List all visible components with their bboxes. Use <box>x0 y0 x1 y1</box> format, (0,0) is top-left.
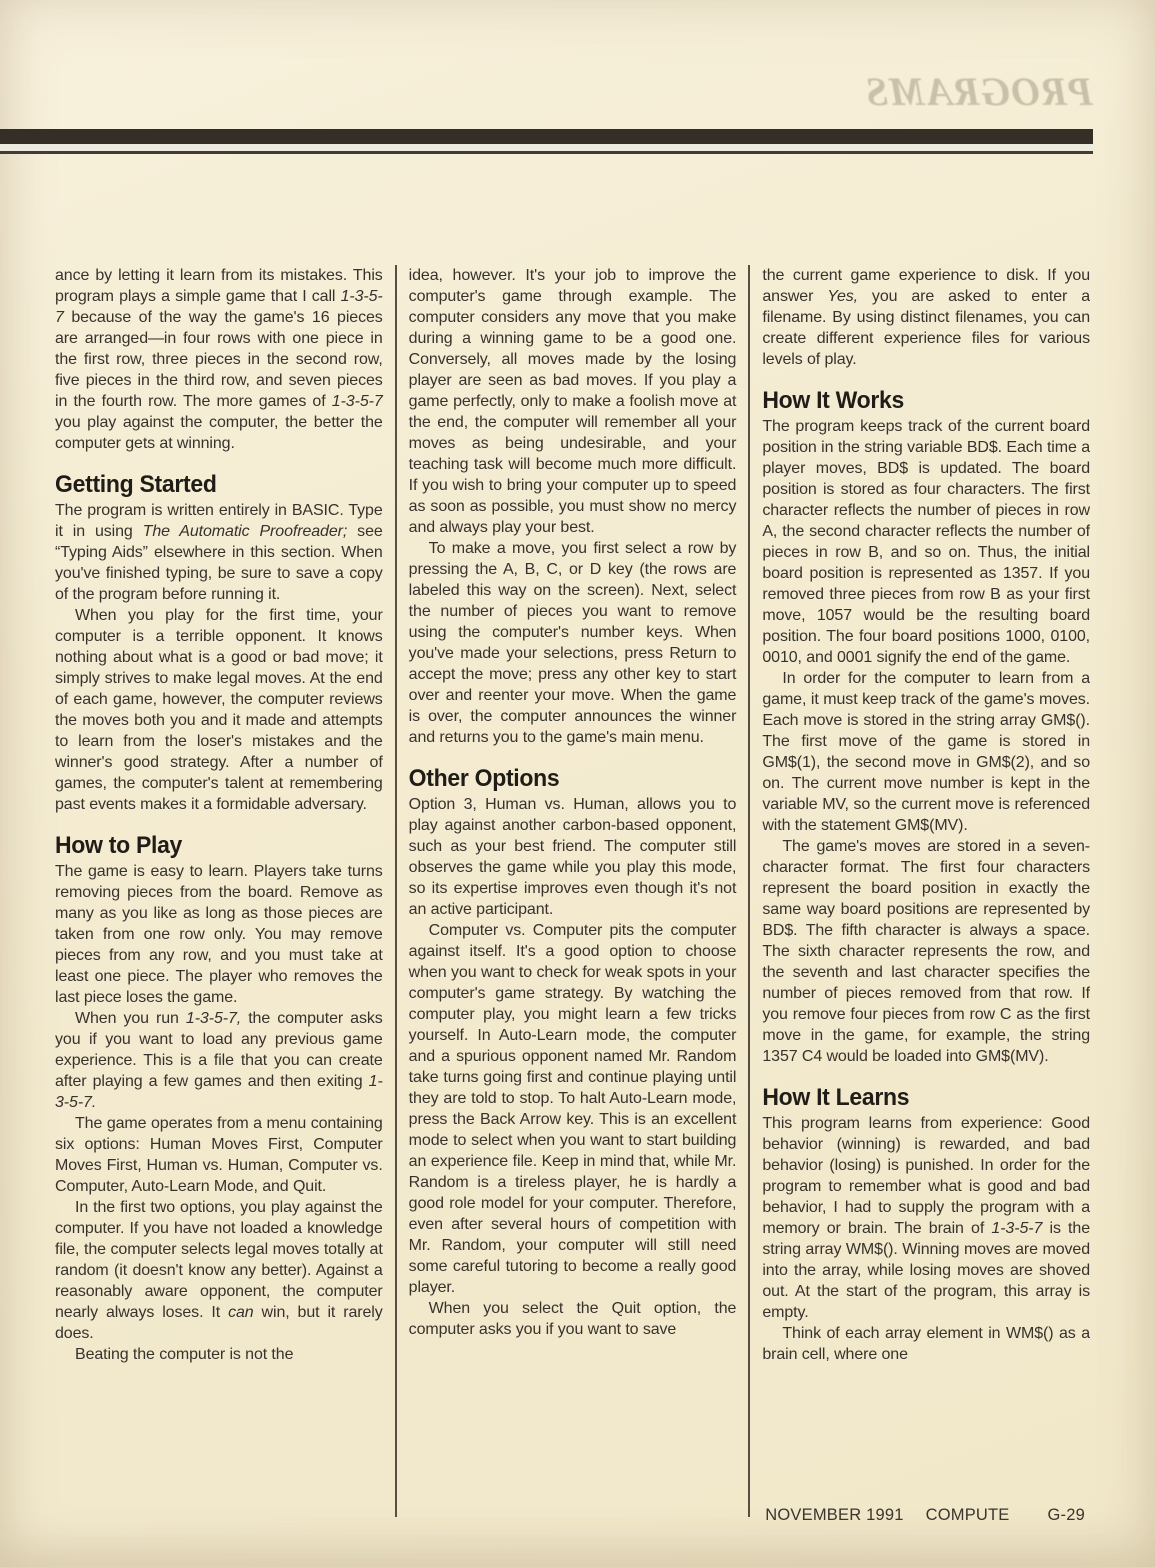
body-paragraph: The game is easy to learn. Players take turns removing pieces from the board. Remove as many as you like as long as those pieces are taken from one row only. You may remove pieces from any row, and you must take at least one piece. The player who removes the last piece loses the game. <box>55 863 383 1006</box>
footer-magazine-name: COMPUTE <box>925 1506 1010 1524</box>
article-columns <box>55 265 1090 1517</box>
body-paragraph: This program learns from experience: Good behavior (winning) is rewarded, and bad behavior (losing) is punished. In order for the program to remember what is good and bad behavior, I had to supply the program with a memory or brain. The brain of 1-3-5-7 is the string array WM$(). Winning moves are moved into the array, while losing moves are shoved out. At the start of the program, this array is empty. <box>762 1115 1091 1321</box>
section-heading: How It Learns <box>762 1082 910 1110</box>
body-paragraph: Think of each array element in WM$() as a brain cell, where one <box>762 1325 1091 1363</box>
article-column-1 <box>55 265 395 1517</box>
footer-page-number: G-29 <box>1047 1506 1085 1524</box>
section-heading: How It Works <box>762 385 904 413</box>
body-paragraph: In order for the computer to learn from a game, it must keep track of the game's moves. Each move is stored in the string array GM$(). The first move of the game is stored in GM$(1), the second move in GM$(2), and so on. The current move number is kept in the variable MV, so the current move is referenced with the statement GM$(MV). <box>762 670 1091 834</box>
body-paragraph: idea, however. It's your job to improve the computer's game through example. The computer considers any move that you make during a winning game to be a good one. Conversely, all moves made by the losing player are seen as bad moves. If you play a game perfectly, only to make a foolish move at the end, the computer will remember all your moves as being undesirable, and your teaching task will become much more difficult. If you wish to bring your computer up to speed as soon as possible, you must show no mercy and always play your best. <box>408 267 737 536</box>
body-paragraph: the current game experience to disk. If you answer Yes, you are asked to enter a filename. By using distinct filenames, you can create different experience files for various levels of play. <box>762 267 1091 368</box>
body-paragraph: When you play for the first time, your computer is a terrible opponent. It knows nothing about what is a good or bad move; it simply strives to make legal moves. At the end of each game, however, the computer reviews the moves both you and it made and attempts to learn from the loser's mistakes and the winner's good strategy. After a number of games, the computer's talent at remembering past events makes it a formidable adversary. <box>55 607 383 813</box>
body-paragraph: The game operates from a menu containing six options: Human Moves First, Computer Moves First, Human vs. Human, Computer vs. Computer, Auto-Learn Mode, and Quit. <box>55 1115 383 1195</box>
body-paragraph: In the first two options, you play against the computer. If you have not loaded a knowledge file, the computer selects legal moves totally at random (it doesn't know any better). Against a reasonably aware opponent, the computer nearly always loses. It can win, but it rarely does. <box>55 1199 383 1342</box>
article-column-2 <box>395 265 749 1517</box>
section-heading: Getting Started <box>55 469 217 497</box>
body-paragraph: The program keeps track of the current board position in the string variable BD$. Each time a player moves, BD$ is updated. The board position is stored as four characters. The first character reflects the number of pieces in row A, the second character reflects the number of pieces in row B, and so on. Thus, the initial board position is represented as 1357. If you removed three pieces from row B as your first move, 1057 would be the resulting board position. The four board positions 1000, 0100, 0010, and 0001 signify the end of the game. <box>762 418 1091 666</box>
top-rule-thin <box>0 151 1093 154</box>
body-paragraph: When you select the Quit option, the computer asks you if you want to save <box>408 1300 737 1338</box>
top-rule-thick <box>0 129 1093 144</box>
body-paragraph: ance by letting it learn from its mistakes. This program plays a simple game that I call 1-3-5-7 because of the way the game's 16 pieces are arranged—in four rows with one piece in the first row, three pieces in the second row, five pieces in the third row, and seven pieces in the fourth row. The more games of 1-3-5-7 you play against the computer, the better the computer gets at winning. <box>55 267 383 452</box>
article-column-3 <box>748 265 1090 1517</box>
top-rule-gap <box>0 144 1093 151</box>
section-heading: Other Options <box>408 763 560 791</box>
body-paragraph: Beating the computer is not the <box>75 1346 294 1363</box>
page-footer <box>765 1506 1085 1525</box>
footer-issue-date: NOVEMBER 1991 <box>765 1506 904 1524</box>
body-paragraph: When you run 1-3-5-7, the computer asks you if you want to load any previous game experience. This is a file that you can create after playing a few games and then exiting 1-3-5-7. <box>55 1010 383 1111</box>
section-heading: How to Play <box>55 830 183 858</box>
body-paragraph: Computer vs. Computer pits the computer against itself. It's a good option to choose when you want to check for weak spots in your computer's game strategy. By watching the computer play, you might learn a few tricks yourself. In Auto-Learn mode, the computer and a spurious opponent named Mr. Random take turns going first and continue playing until they are told to stop. To halt Auto-Learn mode, press the Back Arrow key. This is an excellent mode to select when you want to start building an experience file. Keep in mind that, while Mr. Random is a tireless player, he is hardly a good role model for your computer. Therefore, even after several hours of competition with Mr. Random, your computer will still need some careful tutoring to become a really good player. <box>408 922 737 1296</box>
ghost-masthead-text: PROGRAMS <box>864 69 1093 114</box>
body-paragraph: To make a move, you first select a row by pressing the A, B, C, or D key (the rows are labeled this way on the screen). Next, select the number of pieces you want to remove using the computer's number keys. When you've made your selections, press Return to accept the move; press any other key to start over and reenter your move. When the game is over, the computer announces the winner and returns you to the game's main menu. <box>408 540 737 746</box>
body-paragraph: The program is written entirely in BASIC. Type it in using The Automatic Proofreader; see “Typing Aids” elsewhere in this section. When you've finished typing, be sure to save a copy of the program before running it. <box>55 502 383 603</box>
body-paragraph: The game's moves are stored in a seven-character format. The first four characters represent the board position in exactly the same way board positions are represented by BD$. The fifth character is always a space. The sixth character represents the row, and the seventh and last character specifies the number of pieces removed from that row. If you remove four pieces from row C as the first move in the game, for example, the string 1357 C4 would be loaded into GM$(MV). <box>762 838 1091 1065</box>
body-paragraph: Option 3, Human vs. Human, allows you to play against another carbon-based opponent, such as your best friend. The computer still observes the game while you play this mode, so its expertise improves even though it's not an active participant. <box>408 796 737 918</box>
